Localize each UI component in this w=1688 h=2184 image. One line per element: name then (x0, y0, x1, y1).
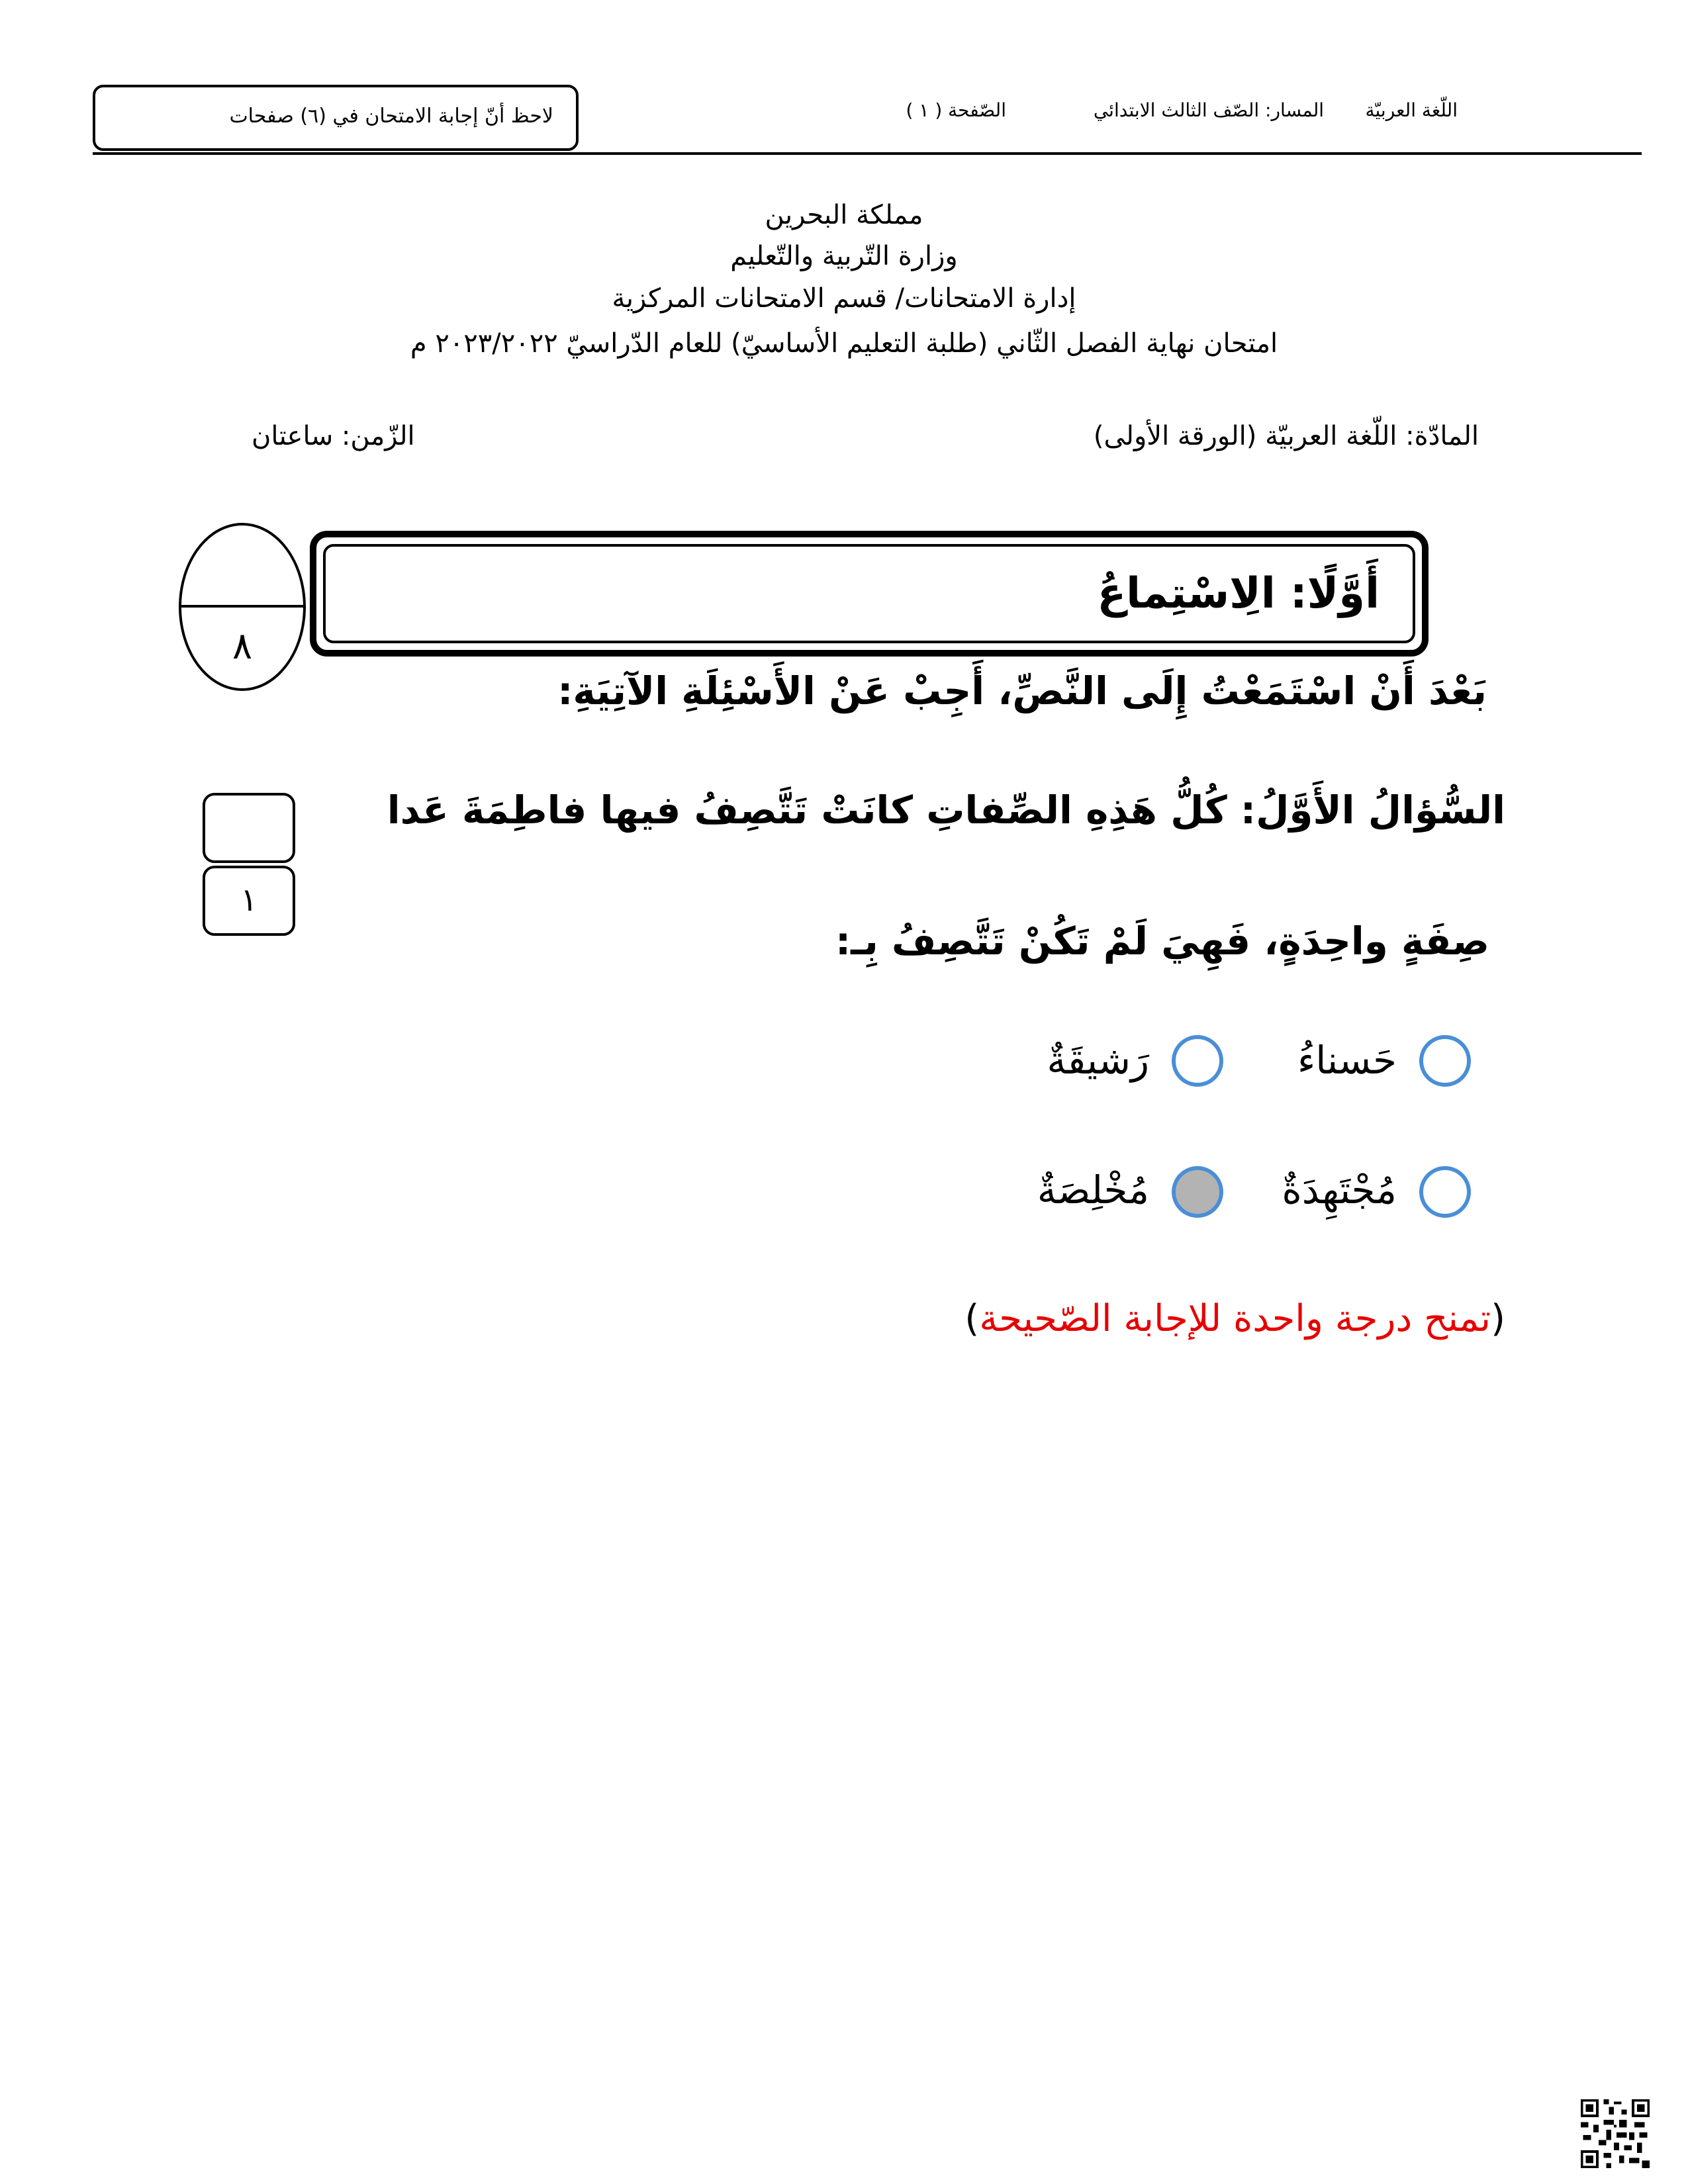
header-subject: اللّغة العربيّة (1365, 99, 1458, 121)
option-radio-1[interactable] (1419, 1035, 1471, 1087)
header-track: المسار: الصّف الثالث الابتدائي (1093, 99, 1324, 121)
page-count-notice-box (93, 85, 579, 151)
question-mark-box (203, 866, 295, 936)
option-radio-3[interactable] (1419, 1166, 1471, 1218)
option-label-4: مُخْلِصَةٌ (1037, 1167, 1149, 1212)
section-header-box (310, 531, 1429, 657)
option-label-1: حَسناءُ (1297, 1038, 1397, 1083)
exam-duration: الزّمن: ساعتان (252, 421, 415, 451)
title-exam: امتحان نهاية الفصل الثّاني (طلبة التعليم الأساسيّ) للعام الدّراسيّ ٢٠٢٣/٢٠٢٢ م (410, 328, 1278, 359)
title-kingdom: مملكة البحرين (765, 200, 923, 230)
option-radio-2[interactable] (1172, 1035, 1223, 1087)
question1-line1: السُّؤالُ الأَوَّلُ: كُلُّ هَذِهِ الصِّفاتِ كانَتْ تَتَّصِفُ فيها فاطِمَةَ عَدا (387, 788, 1505, 833)
grading-note (964, 1297, 1505, 1340)
qr-code-icon (1578, 2097, 1652, 2171)
awarded-mark-box[interactable] (203, 793, 295, 863)
grading-note-text: تمنح درجة واحدة للإجابة الصّحيحة (979, 1297, 1491, 1340)
option-label-2: رَشيقَةٌ (1047, 1038, 1149, 1083)
score-divider (181, 605, 303, 608)
section-title: أَوَّلًا: الِاسْتِماعُ (1097, 569, 1380, 618)
section-instruction: بَعْدَ أَنْ اسْتَمَعْتُ إِلَى النَّصِّ، أَجِبْ عَنْ الأَسْئِلَةِ الآتِيَةِ: (557, 668, 1487, 713)
page-count-notice: لاحظ أنّ إجابة الامتحان في (٦) صفحات (229, 105, 553, 128)
header-page-number: الصّفحة ( ١ ) (906, 99, 1006, 121)
option-radio-4-selected[interactable] (1172, 1166, 1223, 1218)
section-header-inner (323, 544, 1415, 643)
note-paren-open: ( (1491, 1297, 1505, 1340)
title-ministry: وزارة التّربية والتّعليم (730, 241, 958, 271)
title-department: إدارة الامتحانات/ قسم الامتحانات المركزية (612, 283, 1076, 314)
question1-line2: صِفَةٍ واحِدَةٍ، فَهِيَ لَمْ تَكُنْ تَتَّصِفُ بِـ: (835, 919, 1489, 964)
note-paren-close: ) (964, 1297, 980, 1340)
section-score-oval (179, 523, 306, 691)
question-max-mark: ١ (240, 882, 258, 919)
exam-subject: المادّة: اللّغة العربيّة (الورقة الأولى) (1093, 421, 1479, 451)
header-divider (93, 152, 1642, 155)
option-label-3: مُجْتَهِدَةٌ (1282, 1167, 1397, 1212)
section-total-score: ٨ (232, 625, 253, 668)
